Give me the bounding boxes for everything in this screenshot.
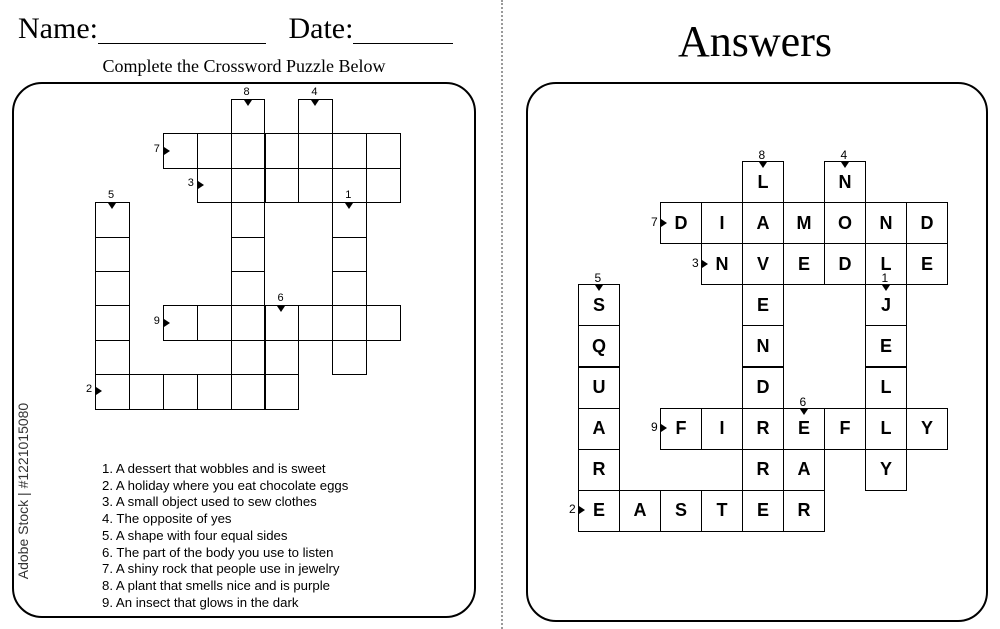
crossword-cell: E (906, 243, 948, 285)
crossword-cell: E (865, 325, 907, 367)
clue-item: 6. The part of the body you use to listen (102, 544, 334, 560)
crossword-cell: F (824, 408, 866, 450)
crossword-cell[interactable] (332, 340, 367, 375)
down-arrow-icon (345, 203, 353, 209)
down-arrow-icon (595, 285, 603, 291)
crossword-cell: R (783, 490, 825, 532)
right-arrow-icon (164, 147, 170, 155)
crossword-cell: L (865, 243, 907, 285)
crossword-cell[interactable] (95, 305, 130, 340)
down-arrow-icon (759, 162, 767, 168)
crossword-cell: U (578, 367, 620, 409)
crossword-cell[interactable] (95, 271, 130, 306)
crossword-cell[interactable] (197, 305, 232, 340)
crossword-cell: E (783, 243, 825, 285)
clue-number: 4 (840, 148, 848, 162)
crossword-cell: I (701, 202, 743, 244)
crossword-cell: D (742, 367, 784, 409)
page-divider (501, 0, 503, 629)
clue-number: 3 (692, 255, 699, 270)
clue-item: 9. An insect that glows in the dark (102, 594, 299, 610)
crossword-cell[interactable] (231, 305, 266, 340)
crossword-cell: S (578, 284, 620, 326)
crossword-cell[interactable] (95, 340, 130, 375)
down-arrow-icon (244, 100, 252, 106)
date-blank (353, 21, 453, 44)
down-arrow-icon (108, 203, 116, 209)
clue-number: 2 (86, 383, 93, 396)
crossword-cell[interactable] (265, 168, 300, 203)
answers-title: Answers (678, 17, 832, 66)
crossword-cell: D (906, 202, 948, 244)
crossword-cell: E (578, 490, 620, 532)
clue-number: 1 (881, 271, 889, 286)
name-blank (98, 21, 266, 44)
clue-number: 2 (569, 502, 576, 517)
clue-item: 3. A small object used to sew clothes (102, 494, 317, 510)
crossword-cell: T (701, 490, 743, 532)
down-arrow-icon (800, 409, 808, 415)
crossword-cell: L (865, 408, 907, 450)
crossword-cell: A (578, 408, 620, 450)
date-label: Date: (288, 12, 354, 45)
crossword-cell[interactable] (298, 133, 333, 168)
clue-item: 5. A shape with four equal sides (102, 527, 288, 543)
crossword-cell: Y (906, 408, 948, 450)
crossword-cell[interactable] (231, 271, 266, 306)
crossword-cell: O (824, 202, 866, 244)
right-arrow-icon (198, 181, 204, 189)
crossword-cell: J (865, 284, 907, 326)
clue-item: 2. A holiday where you eat chocolate eggs (102, 477, 349, 493)
crossword-cell[interactable] (332, 133, 367, 168)
crossword-cell: A (742, 202, 784, 244)
crossword-cell: N (824, 161, 866, 203)
down-arrow-icon (841, 162, 849, 168)
crossword-cell: A (783, 449, 825, 491)
clue-item: 4. The opposite of yes (102, 511, 232, 527)
name-date-header (18, 12, 453, 46)
crossword-cell[interactable] (298, 305, 333, 340)
clue-number: 9 (651, 420, 658, 435)
clue-number: 5 (107, 189, 115, 202)
down-arrow-icon (311, 100, 319, 106)
clue-number: 6 (799, 394, 807, 409)
clue-number: 7 (651, 214, 658, 229)
clue-number: 1 (345, 189, 352, 202)
crossword-cell: M (783, 202, 825, 244)
crossword-cell[interactable] (332, 271, 367, 306)
crossword-cell: D (660, 202, 702, 244)
clue-number: 5 (594, 271, 602, 286)
clue-number: 9 (153, 314, 160, 327)
crossword-cell: N (865, 202, 907, 244)
crossword-cell: N (701, 243, 743, 285)
crossword-cell[interactable] (129, 374, 164, 409)
clue-number: 3 (187, 177, 194, 189)
clue-number: 8 (243, 86, 250, 98)
crossword-cell: N (742, 325, 784, 367)
crossword-cell[interactable] (231, 202, 266, 237)
down-arrow-icon (277, 306, 285, 312)
crossword-cell: Y (865, 449, 907, 491)
clue-list (102, 461, 348, 611)
crossword-cell: L (742, 161, 784, 203)
crossword-cell[interactable] (197, 133, 232, 168)
crossword-cell[interactable] (265, 133, 300, 168)
stock-watermark: Adobe Stock | #1221015080 (15, 402, 31, 580)
right-arrow-icon (702, 260, 708, 268)
right-arrow-icon (164, 319, 170, 327)
crossword-cell: L (865, 367, 907, 409)
crossword-cell[interactable] (231, 340, 266, 375)
crossword-cell: R (578, 449, 620, 491)
crossword-cell: S (660, 490, 702, 532)
name-label: Name: (18, 12, 98, 45)
clue-number: 7 (153, 142, 160, 155)
crossword-cell[interactable] (332, 237, 367, 272)
right-arrow-icon (661, 219, 667, 227)
crossword-cell: E (742, 490, 784, 532)
crossword-cell[interactable] (298, 168, 333, 203)
clue-item: 1. A dessert that wobbles and is sweet (102, 461, 326, 476)
crossword-cell[interactable] (197, 374, 232, 409)
right-arrow-icon (96, 387, 102, 395)
crossword-cell[interactable] (231, 237, 266, 272)
clue-number: 6 (277, 292, 284, 305)
crossword-cell[interactable] (366, 305, 401, 340)
crossword-cell: E (783, 408, 825, 450)
clue-item: 7. A shiny rock that people use in jewelry (102, 561, 340, 577)
crossword-cell[interactable] (332, 305, 367, 340)
right-arrow-icon (661, 424, 667, 432)
crossword-cell[interactable] (265, 374, 300, 409)
clue-number: 4 (311, 86, 318, 98)
crossword-cell[interactable] (265, 340, 300, 375)
crossword-cell: A (619, 490, 661, 532)
crossword-cell[interactable] (366, 133, 401, 168)
crossword-cell[interactable] (163, 374, 198, 409)
crossword-cell: R (742, 449, 784, 491)
down-arrow-icon (882, 285, 890, 291)
crossword-cell[interactable] (95, 237, 130, 272)
crossword-cell[interactable] (231, 374, 266, 409)
crossword-cell: V (742, 243, 784, 285)
crossword-cell: F (660, 408, 702, 450)
crossword-cell[interactable] (231, 168, 266, 203)
instruction-text: Complete the Crossword Puzzle Below (102, 56, 386, 76)
crossword-cell[interactable] (366, 168, 401, 203)
crossword-cell: D (824, 243, 866, 285)
crossword-cell[interactable] (231, 133, 266, 168)
crossword-cell: Q (578, 325, 620, 367)
right-arrow-icon (579, 506, 585, 514)
clue-number: 8 (758, 148, 766, 162)
crossword-cell: I (701, 408, 743, 450)
crossword-cell: E (742, 284, 784, 326)
crossword-cell: R (742, 408, 784, 450)
clue-item: 8. A plant that smells nice and is purple (102, 577, 330, 593)
